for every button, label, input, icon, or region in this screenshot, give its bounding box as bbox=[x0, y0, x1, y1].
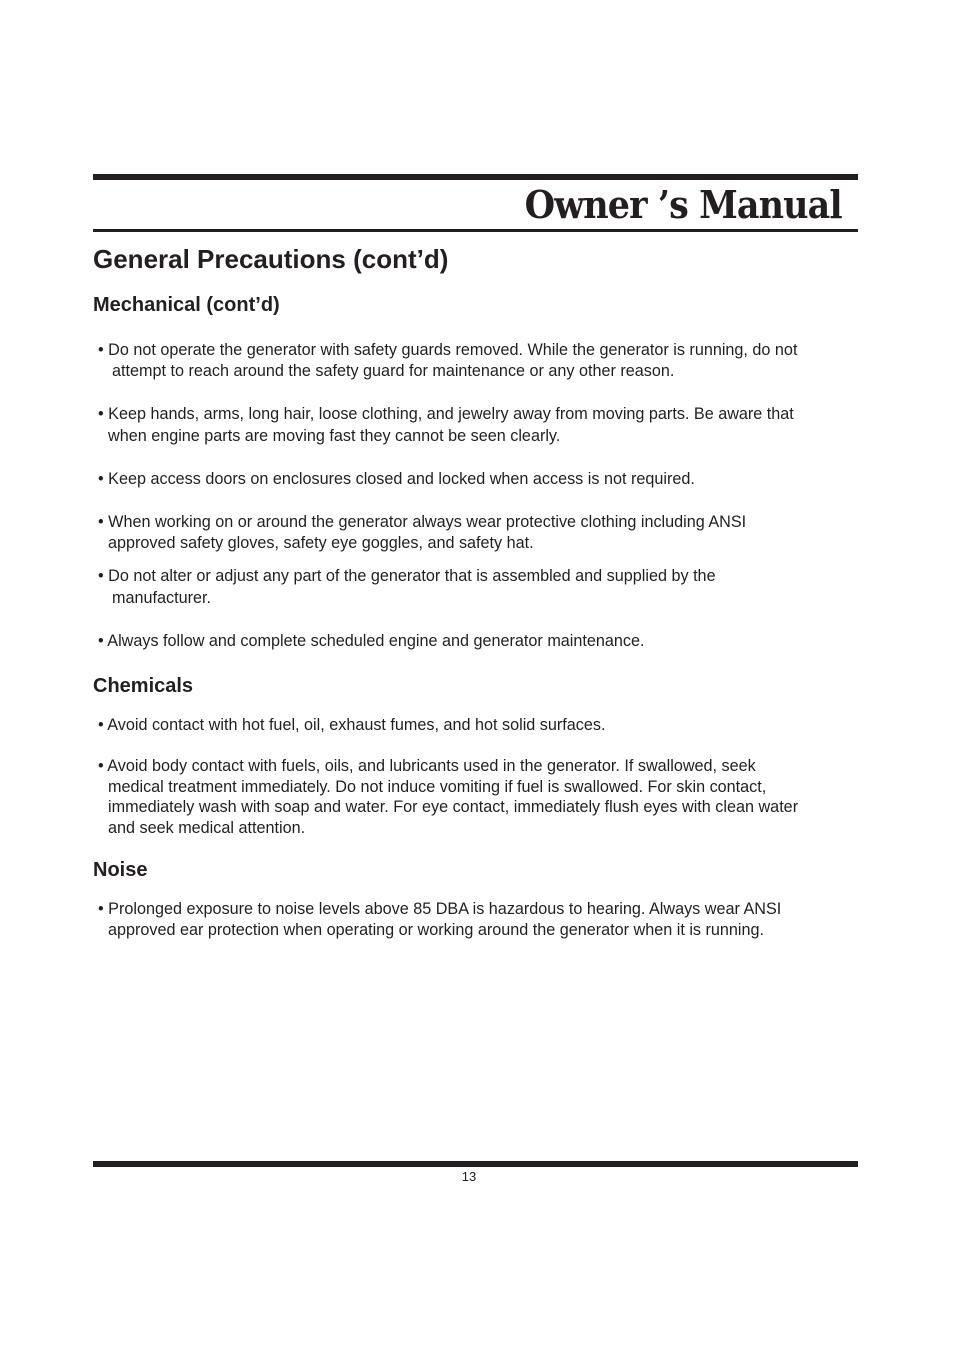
item-line: • Prolonged exposure to noise levels above 85 DBA is hazardous to hearing. Always wear ANSI bbox=[98, 900, 782, 918]
item-line: • Do not operate the generator with safety guards removed. While the generator is running, do not bbox=[98, 341, 798, 359]
item-line: • Avoid body contact with fuels, oils, and lubricants used in the generator. If swallowed, seek bbox=[98, 757, 756, 775]
section-heading-chemicals: Chemicals bbox=[93, 675, 194, 697]
item-line: medical treatment immediately. Do not induce vomiting if fuel is swallowed. For skin contact, bbox=[108, 777, 767, 796]
manual-title: Owner ’s Manual bbox=[524, 182, 842, 227]
footer-rule bbox=[93, 1161, 858, 1167]
section-heading-mechanical: Mechanical (cont’d) bbox=[93, 294, 280, 316]
item-line: • Keep hands, arms, long hair, loose clothing, and jewelry away from moving parts. Be aware that bbox=[98, 405, 794, 423]
item-line: immediately wash with soap and water. For eye contact, immediately flush eyes with clean water bbox=[108, 798, 799, 816]
item-line: manufacturer. bbox=[112, 589, 211, 607]
item-line: approved safety gloves, safety eye goggles, and safety hat. bbox=[108, 534, 534, 552]
section-heading-noise: Noise bbox=[93, 859, 148, 881]
item-line: and seek medical attention. bbox=[108, 818, 306, 837]
header-top-rule bbox=[93, 174, 858, 180]
list-item bbox=[98, 756, 868, 838]
item-line: when engine parts are moving fast they cannot be seen clearly. bbox=[108, 427, 561, 445]
item-line: • Always follow and complete scheduled engine and generator maintenance. bbox=[98, 632, 645, 650]
list-item bbox=[98, 512, 868, 554]
item-line: • Avoid contact with hot fuel, oil, exhaust fumes, and hot solid surfaces. bbox=[98, 716, 606, 734]
item-line: • Do not alter or adjust any part of the generator that is assembled and supplied by the bbox=[98, 567, 716, 585]
list-item bbox=[98, 899, 868, 940]
header-bottom-rule bbox=[93, 229, 858, 232]
item-line: approved ear protection when operating or working around the generator when it is running. bbox=[108, 920, 765, 939]
item-line: • When working on or around the generator always wear protective clothing including ANSI bbox=[98, 513, 747, 531]
list-item bbox=[98, 631, 868, 652]
item-line: • Keep access doors on enclosures closed and locked when access is not required. bbox=[98, 470, 695, 488]
list-item bbox=[98, 566, 868, 609]
page-title: General Precautions (cont’d) bbox=[93, 244, 449, 274]
list-item bbox=[98, 469, 868, 490]
list-item bbox=[98, 340, 868, 382]
page-number: 13 bbox=[461, 1169, 477, 1184]
item-line: attempt to reach around the safety guard for maintenance or any other reason. bbox=[112, 362, 675, 380]
list-item bbox=[98, 404, 868, 447]
list-item bbox=[98, 715, 868, 736]
